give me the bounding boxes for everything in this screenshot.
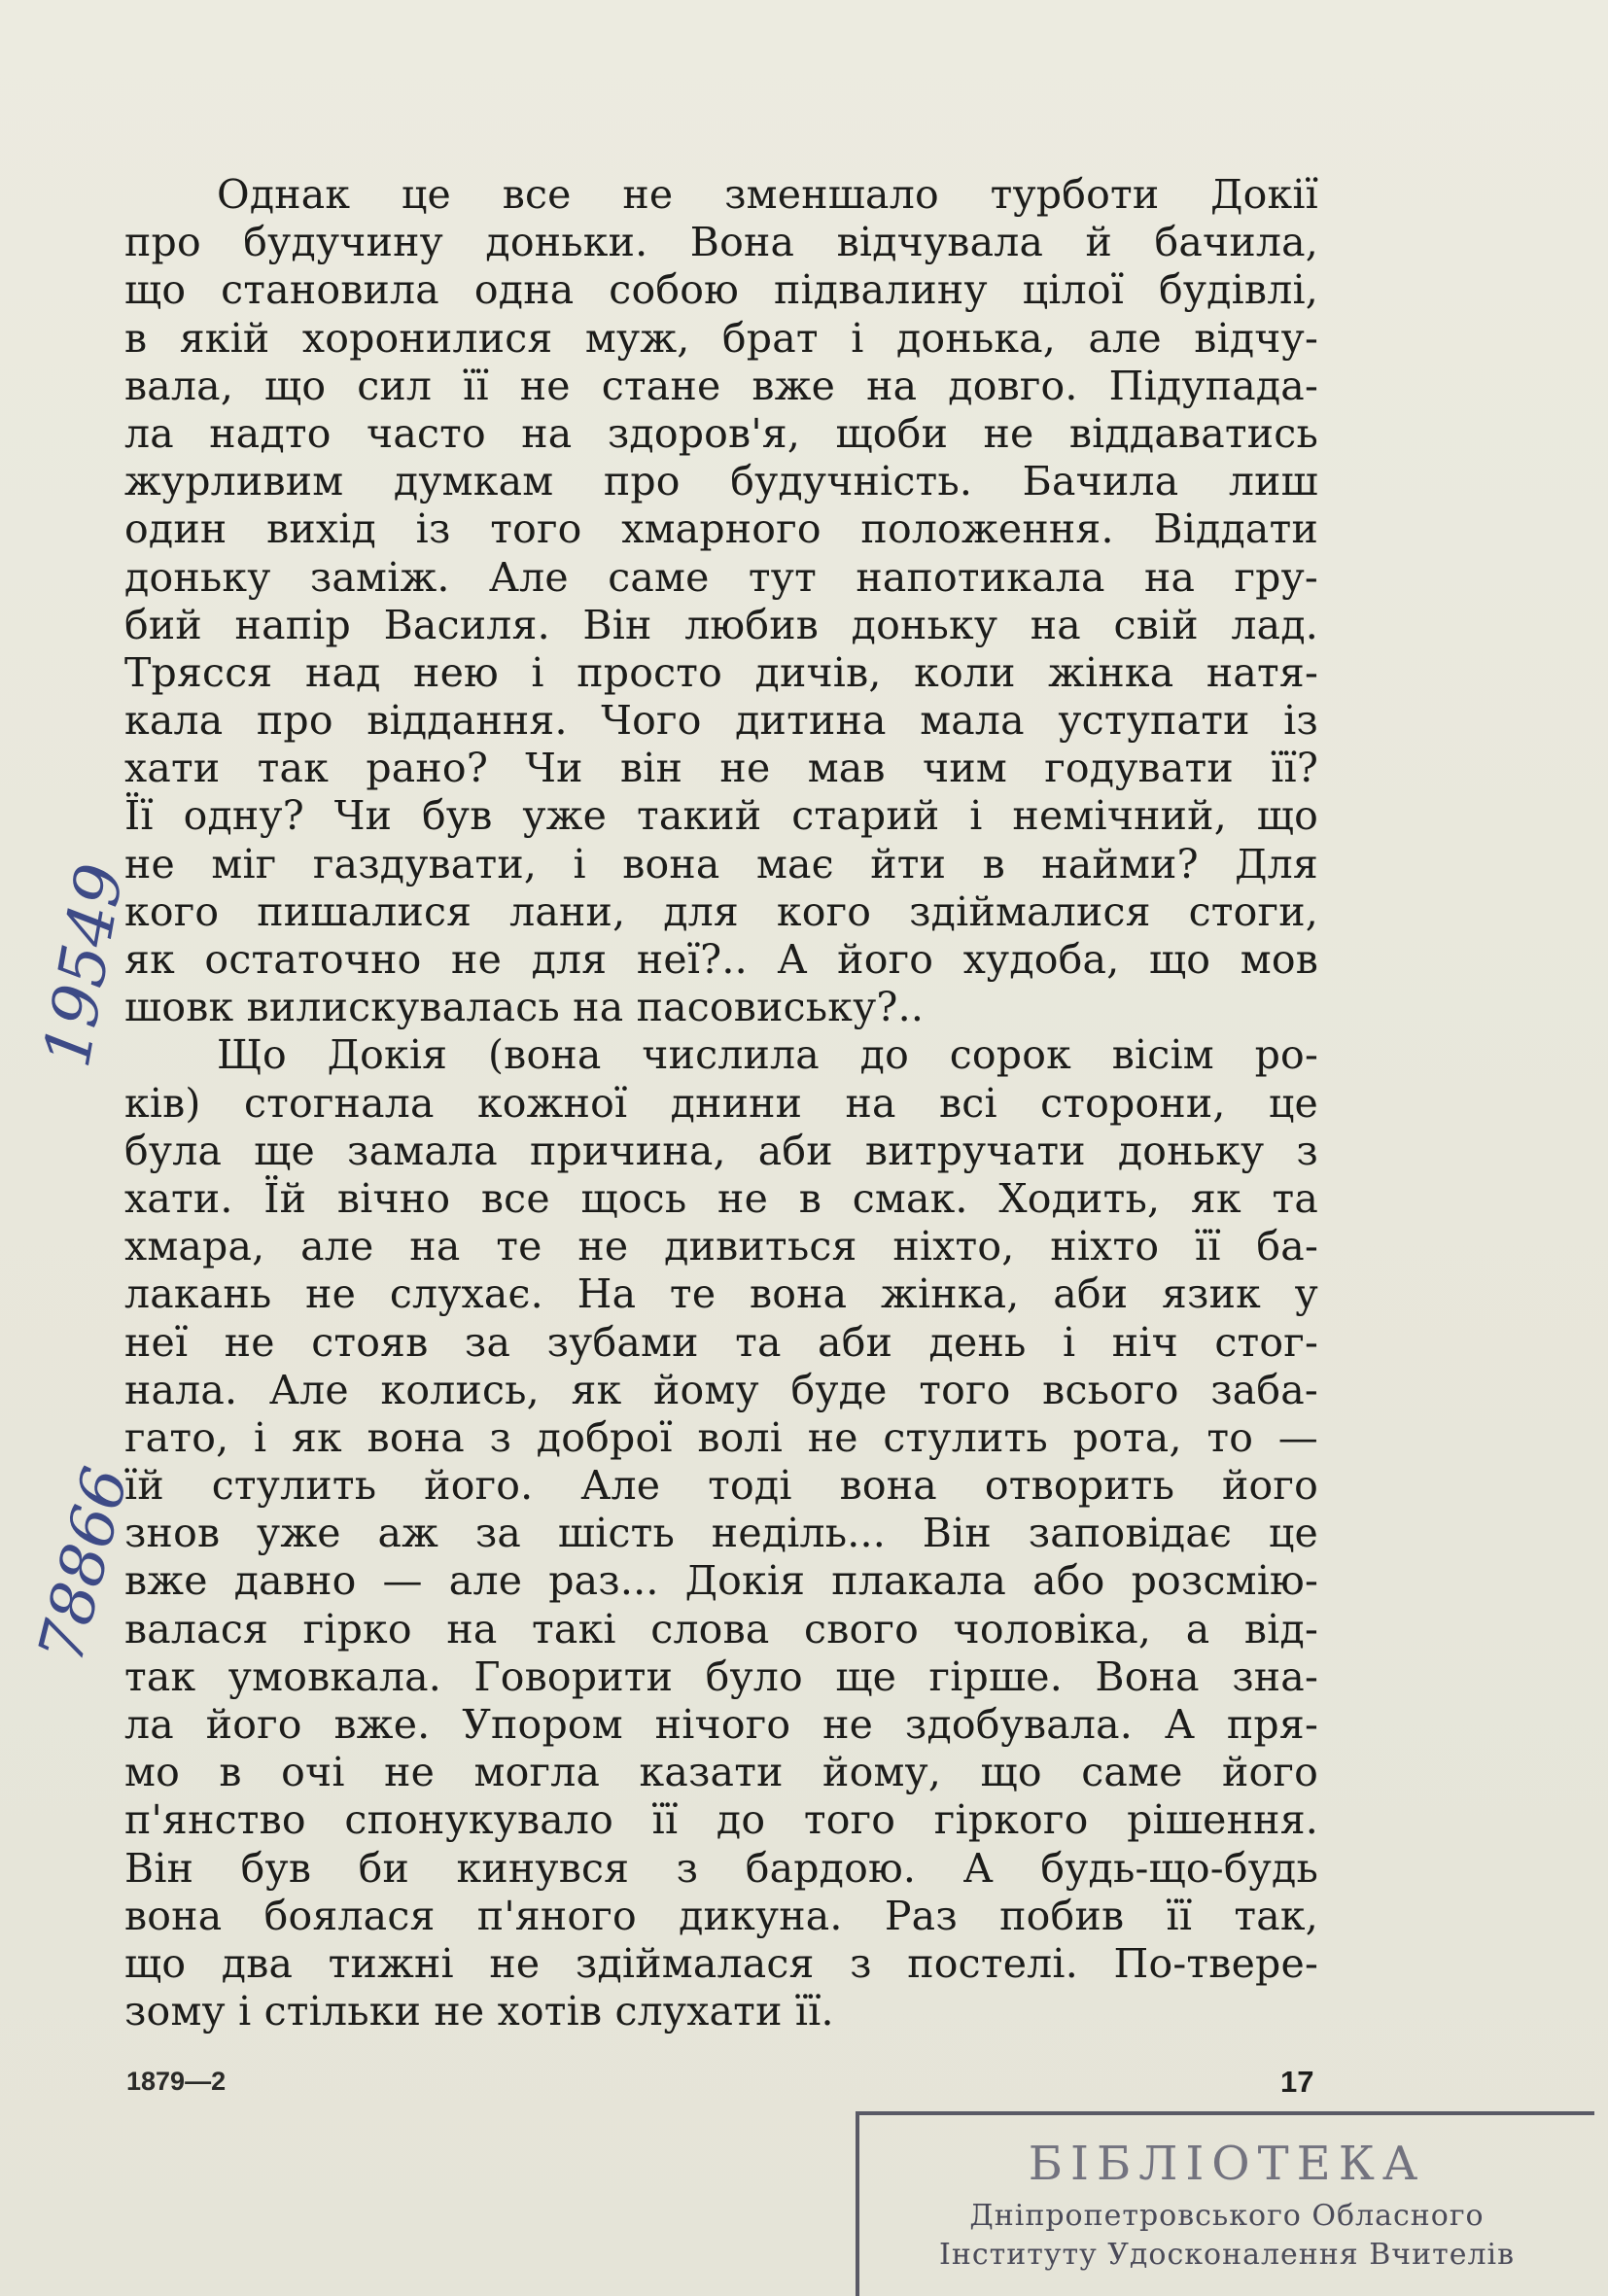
text-line: неї не стояв за зубами та аби день і ніч стог-	[124, 1318, 1318, 1366]
text-line: як остаточно не для неї?.. А його худоба, що мов	[124, 936, 1318, 983]
text-line: хати. Їй вічно все щось не в смак. Ходить, як та	[124, 1174, 1318, 1222]
paragraph-2	[124, 1031, 1318, 2035]
text-line: валася гірко на такі слова свого чоловіка, а від-	[124, 1605, 1318, 1652]
text-line: вала, що сил її не стане вже на довго. Підупада-	[124, 362, 1318, 409]
stamp-line: Інституту Удосконалення Вчителів	[938, 2238, 1515, 2272]
text-line: хати так рано? Чи він не мав чим годувати її?	[124, 745, 1318, 792]
text-line: мо в очі не могла казати йому, що саме його	[124, 1749, 1318, 1796]
paragraph-1	[124, 171, 1318, 1031]
text-line: що становила одна собою підвалину цілої будівлі,	[124, 266, 1318, 314]
text-line: Трясся над нею і просто дичів, коли жінка натя-	[124, 648, 1318, 696]
text-line: лакань не слухає. На те вона жінка, аби язик у	[124, 1270, 1318, 1318]
text-line: шовк вилискувалась на пасовиську?..	[124, 984, 925, 1031]
text-line: ків) стогнала кожної днини на всі сторони, це	[124, 1079, 1318, 1127]
text-line: вже давно — але раз... Докія плакала або розсмію-	[124, 1557, 1318, 1605]
text-line: один вихід із того хмарного положення. Віддати	[124, 505, 1318, 553]
text-line: була ще замала причина, аби витручати доньку з	[124, 1127, 1318, 1174]
text-line: журливим думкам про будучність. Бачила лиш	[124, 458, 1318, 505]
text-line: гато, і як вона з доброї волі не стулить рота, то —	[124, 1413, 1318, 1461]
text-line: нала. Але колись, як йому буде того всього заба-	[124, 1366, 1318, 1413]
text-line: Що Докія (вона числила до сорок вісім ро-	[217, 1031, 1318, 1079]
text-line: так умовкала. Говорити було ще гірше. Вона зна-	[124, 1652, 1318, 1700]
text-line: ла надто часто на здоров'я, щоби не віддаватись	[124, 409, 1318, 457]
body-text	[124, 171, 1318, 2035]
text-line: не міг газдувати, і вона має йти в найми? Для	[124, 840, 1318, 887]
text-line: п'янство спонукувало її до того гіркого рішення.	[124, 1796, 1318, 1844]
text-line: доньку заміж. Але саме тут напотикала на гру-	[124, 553, 1318, 601]
handwritten-inventory-number: 78866	[25, 1460, 144, 1670]
text-line: знов уже аж за шість неділь... Він заповідає це	[124, 1510, 1318, 1557]
text-line: ла його вже. Упором нічого не здобувала. А пря-	[124, 1701, 1318, 1748]
text-line: що два тижні не здіймалася з постелі. По-твере-	[124, 1939, 1318, 1987]
text-line: Він був би кинувся з бардою. А будь-що-будь	[124, 1844, 1318, 1892]
text-line: Її одну? Чи був уже такий старий і немічний, що	[124, 792, 1318, 840]
stamp-title: БІБЛІОТЕКА	[1028, 2137, 1426, 2191]
text-line: вона боялася п'яного дикуна. Раз побив її так,	[124, 1892, 1318, 1939]
page-number: 17	[1280, 2065, 1314, 2099]
text-line: їй стулить його. Але тоді вона отворить його	[124, 1462, 1318, 1510]
signature-code: 1879—2	[126, 2067, 227, 2096]
text-line: кого пишалися лани, для кого здіймалися стоги,	[124, 887, 1318, 935]
handwritten-inventory-number: 19549	[29, 858, 139, 1073]
text-line: бий напір Василя. Він любив доньку на свій лад.	[124, 601, 1318, 648]
text-line: зому і стільки не хотів слухати її.	[124, 1988, 834, 2035]
text-line: Однак це все не зменшало турботи Докії	[217, 171, 1318, 218]
text-line: про будучину доньки. Вона відчувала й бачила,	[124, 219, 1318, 266]
stamp-line: Дніпропетровського Обласного	[969, 2199, 1485, 2233]
library-stamp	[856, 2111, 1594, 2296]
text-line: кала про віддання. Чого дитина мала уступати із	[124, 697, 1318, 745]
text-line: хмара, але на те не дивиться ніхто, ніхто її ба-	[124, 1223, 1318, 1270]
text-line: в якій хоронилися муж, брат і донька, але відчу-	[124, 314, 1318, 362]
